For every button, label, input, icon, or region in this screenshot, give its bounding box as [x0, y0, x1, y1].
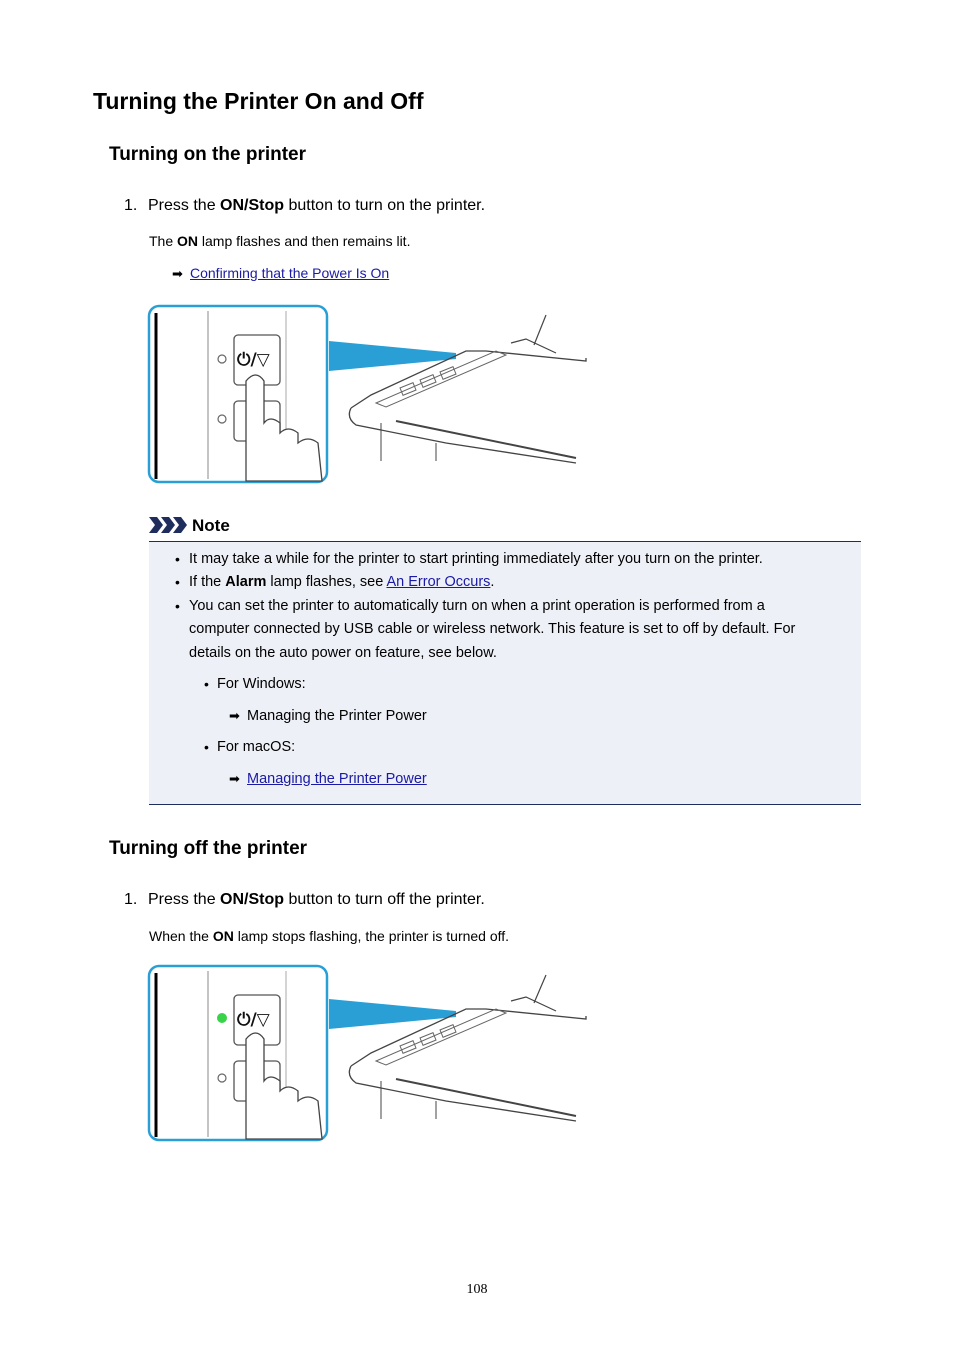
note-header	[149, 513, 861, 542]
step-text: Press the	[148, 891, 221, 908]
step-turn-on	[124, 197, 485, 215]
step-bold: ON/Stop	[220, 197, 285, 214]
step-text-end: button to turn on the printer.	[284, 197, 486, 214]
on-lamp-lit-icon	[217, 1013, 227, 1023]
note-sub-macos: For macOS:	[217, 739, 296, 755]
printer-off-illustration	[146, 963, 590, 1145]
step-number: 1.	[124, 197, 138, 214]
heading-turning-off: Turning off the printer	[109, 838, 308, 859]
note-item-3-line-3: details on the auto power on feature, see below.	[189, 645, 497, 661]
bullet-icon: •	[175, 574, 180, 590]
macos-link-row	[229, 771, 427, 787]
arrow-right-icon: ➡	[229, 771, 240, 786]
desc-text-end: lamp flashes and then remains lit.	[198, 233, 411, 249]
note-label: Note	[192, 516, 230, 535]
page-title: Turning the Printer On and Off	[93, 88, 424, 114]
step-text-end: button to turn off the printer.	[284, 891, 485, 908]
note-box	[149, 542, 861, 805]
note-chevron-icon	[149, 516, 189, 534]
note-item-2-mid: lamp flashes, see	[266, 574, 387, 590]
step-turn-off	[124, 891, 485, 909]
error-occurs-link[interactable]: An Error Occurs	[386, 574, 491, 590]
note-sub-windows: For Windows:	[217, 676, 306, 692]
windows-link-row	[229, 708, 427, 724]
page-number: 108	[466, 1282, 488, 1297]
bullet-icon: •	[175, 551, 180, 567]
desc-text-end: lamp stops flashing, the printer is turned off.	[233, 928, 510, 944]
arrow-right-icon: ➡	[229, 708, 240, 723]
macos-power-link[interactable]: Managing the Printer Power	[247, 771, 427, 787]
power-stop-symbol: ⏻/▽	[237, 350, 270, 370]
power-stop-symbol: ⏻/▽	[237, 1010, 270, 1030]
note-item-2-text: If the	[189, 574, 226, 590]
note-item-3-line-2: computer connected by USB cable or wireless network. This feature is set to off by default. For	[189, 621, 796, 637]
desc-text: The	[149, 233, 178, 249]
windows-power-text: Managing the Printer Power	[247, 708, 427, 724]
desc-text: When the	[149, 928, 213, 944]
note-item-2-bold: Alarm	[225, 574, 267, 590]
note-item-2	[189, 574, 494, 590]
note-item-1: It may take a while for the printer to start printing immediately after you turn on the printer.	[189, 551, 763, 567]
confirm-power-link[interactable]: Confirming that the Power Is On	[190, 265, 390, 281]
note-item-3-line-1: You can set the printer to automatically turn on when a print operation is performed from a	[189, 598, 765, 614]
desc-bold: ON	[177, 233, 199, 249]
note-item-2-end: .	[490, 574, 495, 590]
step-bold: ON/Stop	[220, 891, 285, 908]
arrow-right-icon: ➡	[172, 266, 183, 281]
heading-turning-on: Turning on the printer	[109, 144, 307, 165]
step-text: Press the	[148, 197, 221, 214]
bullet-icon: •	[175, 598, 180, 614]
desc-bold: ON	[212, 928, 234, 944]
bullet-icon: •	[204, 676, 209, 692]
printer-on-illustration	[146, 303, 590, 485]
off-description	[149, 928, 509, 944]
bullet-icon: •	[204, 739, 209, 755]
step-number: 1.	[124, 891, 138, 908]
on-description	[149, 233, 410, 249]
confirm-power-link-row	[172, 265, 389, 282]
